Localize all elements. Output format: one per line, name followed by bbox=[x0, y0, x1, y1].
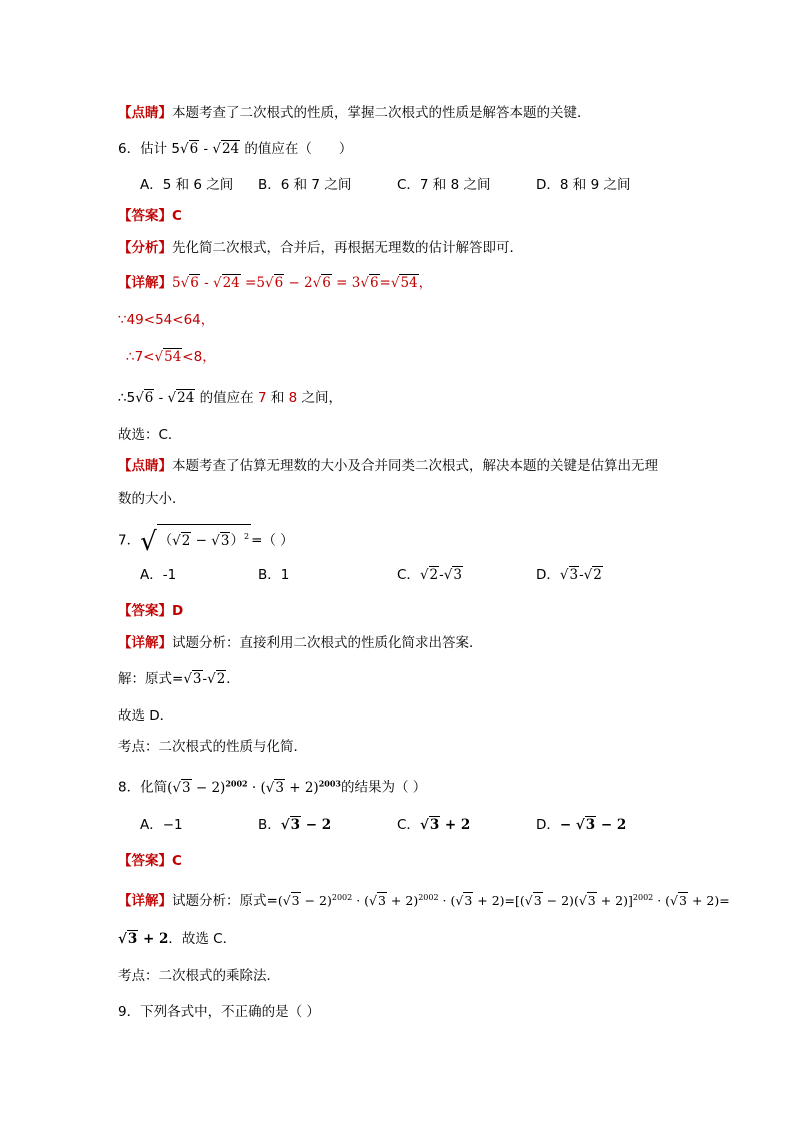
q7-detail-line bbox=[118, 633, 483, 653]
q8-option-b[interactable]: B．√3 − 2 bbox=[258, 817, 332, 833]
q7-solution: 解：原式=√3-√2． bbox=[118, 671, 240, 687]
sqrt-54: √54 bbox=[154, 349, 182, 365]
q8-stem-suffix: 的结果为（ ） bbox=[340, 779, 427, 796]
q6-comment-line2: 数的大小． bbox=[118, 491, 186, 507]
q8-stem-prefix: 8．化简 bbox=[118, 779, 168, 796]
q6-comment-line1 bbox=[118, 456, 658, 476]
q6-therefore2-suffix: 之间， bbox=[297, 390, 343, 406]
comment-tag: 【点睛】 bbox=[118, 105, 172, 121]
q7-option-a[interactable]: A．-1 bbox=[140, 567, 177, 583]
q8-option-c[interactable]: C．√3 + 2 bbox=[397, 817, 471, 833]
sqrt-54: √54 bbox=[390, 275, 418, 291]
analysis-tag: 【分析】 bbox=[118, 240, 172, 256]
q6-therefore2-mid: 的值应在 bbox=[195, 390, 258, 406]
q7-choose: 故选 D． bbox=[118, 708, 174, 724]
q7-answer-line bbox=[118, 601, 183, 621]
exponent-2003: 2003 bbox=[318, 778, 341, 788]
q7-option-c[interactable]: C．√2-√3 bbox=[397, 567, 462, 583]
sqrt-6: √6 bbox=[179, 141, 199, 157]
q8-answer-line bbox=[118, 851, 182, 871]
q7-option-c-label: C． bbox=[397, 567, 420, 583]
q6-therefore-2: ∴5√6 - √24 的值应在 7 和 8 之间， bbox=[118, 390, 343, 406]
q8-option-c-label: C． bbox=[397, 817, 420, 833]
sqrt-6: √6 bbox=[312, 275, 331, 291]
q6-analysis: 先化简二次根式，合并后，再根据无理数的估计解答即可． bbox=[172, 240, 523, 256]
q6-analysis-line bbox=[118, 238, 523, 258]
sqrt-24: √24 bbox=[167, 390, 195, 406]
q6-option-a[interactable]: A．5 和 6 之间 bbox=[140, 177, 234, 193]
q7-kaodian: 考点：二次根式的性质与化简． bbox=[118, 739, 307, 755]
detail-tag: 【详解】 bbox=[118, 635, 172, 651]
q6-stem-prefix: 6．估计 5 bbox=[118, 141, 180, 157]
comment-tag: 【点睛】 bbox=[118, 458, 172, 474]
q6-therefore1-suffix: <8， bbox=[182, 349, 216, 365]
q7-detail: 试题分析：直接利用二次根式的性质化简求出答案． bbox=[172, 635, 483, 651]
q6-answer: C bbox=[172, 208, 182, 224]
q6-therefore2-prefix: ∴5 bbox=[118, 390, 136, 406]
sqrt-6: √6 bbox=[135, 390, 154, 406]
q6-choose: 故选：C． bbox=[118, 427, 182, 443]
q7-stem-prefix: 7． bbox=[118, 532, 141, 549]
q6-answer-line bbox=[118, 206, 182, 226]
q8-detail-prefix: 试题分析：原式= bbox=[172, 893, 278, 910]
q6-option-d[interactable]: D．8 和 9 之间 bbox=[536, 177, 631, 193]
q6-therefore-1 bbox=[126, 347, 216, 367]
exponent-2002: 2002 bbox=[225, 778, 248, 788]
q8-answer: C bbox=[172, 853, 182, 869]
question-6-stem: 6．估计 5√6 - √24 的值应在（ ） bbox=[118, 141, 353, 157]
big-radical: √ bbox=[140, 526, 157, 557]
q7-option-d[interactable]: D．√3-√2 bbox=[536, 567, 602, 583]
sqrt-6: √6 bbox=[264, 275, 284, 291]
q8-choose: ．故选 C． bbox=[168, 931, 237, 947]
q7-stem-suffix: =（ ） bbox=[251, 532, 294, 549]
sqrt-24: √24 bbox=[212, 275, 240, 291]
q6-option-c[interactable]: C．7 和 8 之间 bbox=[397, 177, 491, 193]
q8-option-d-label: D． bbox=[536, 817, 560, 833]
q7-option-b[interactable]: B．1 bbox=[258, 567, 290, 583]
q6-since-line: ∵49<54<64， bbox=[118, 312, 215, 328]
q7-option-d-label: D． bbox=[536, 567, 560, 583]
q7-answer: D bbox=[172, 603, 184, 619]
answer-tag: 【答案】 bbox=[118, 603, 172, 619]
q7-solution-prefix: 解：原式= bbox=[118, 671, 184, 687]
q6-option-b[interactable]: B．6 和 7 之间 bbox=[258, 177, 352, 193]
q6-therefore2-and: 和 bbox=[266, 390, 289, 406]
q8-detail-line: 【详解】试题分析：原式$=(√3 - 2)^{2002} \cdot (√3 + 2)^{2002} \cdot (√3 + 2)=[(√3 - 2)(√3 + 2)]^{2002} \cdot (√3 + 2)=$ bbox=[118, 893, 730, 910]
comment-text: 本题考查了二次根式的性质，掌握二次根式的性质是解答本题的关键． bbox=[172, 105, 591, 121]
q8-option-a[interactable]: A．−1 bbox=[140, 817, 183, 833]
detail-tag: 【详解】 bbox=[118, 893, 172, 910]
q6-detail-line: 【详解】5√6 - √24 =5√6 − 2√6 = 3√6=√54， bbox=[118, 275, 433, 291]
q8-result-line: √3 + 2．故选 C． bbox=[118, 931, 237, 947]
q8-option-d[interactable]: D．− √3 − 2 bbox=[536, 817, 627, 833]
question-8-stem: 8．化简$(√3 - 2)^{2002} \cdot (√3 + 2)^{2003}$的结果为（ ） bbox=[118, 778, 427, 796]
question-9-stem: 9．下列各式中，不正确的是（ ） bbox=[118, 1004, 320, 1020]
sqrt-24: √24 bbox=[212, 141, 240, 157]
q8-kaodian: 考点：二次根式的乘除法． bbox=[118, 968, 280, 984]
q6-value-7: 7 bbox=[257, 390, 267, 406]
q6-therefore1-prefix: ∴7< bbox=[126, 349, 155, 365]
sqrt-6: √6 bbox=[180, 275, 199, 291]
q6-stem-suffix: 的值应在（ ） bbox=[240, 141, 353, 157]
answer-tag: 【答案】 bbox=[118, 208, 172, 224]
answer-tag: 【答案】 bbox=[118, 853, 172, 869]
question-7-stem bbox=[118, 524, 294, 557]
q6-value-8: 8 bbox=[288, 390, 298, 406]
q6-comment-1: 本题考查了估算无理数的大小及合并同类二次根式，解决本题的关键是估算出无理 bbox=[172, 458, 658, 474]
detail-tag: 【详解】 bbox=[118, 275, 172, 291]
q8-option-b-label: B． bbox=[258, 817, 281, 833]
comment-line bbox=[118, 103, 591, 123]
q6-detail-prefix: 5 bbox=[172, 275, 181, 291]
radicand: $(√2 - √3)^2$ bbox=[157, 524, 251, 551]
sqrt-6: √6 bbox=[360, 275, 379, 291]
